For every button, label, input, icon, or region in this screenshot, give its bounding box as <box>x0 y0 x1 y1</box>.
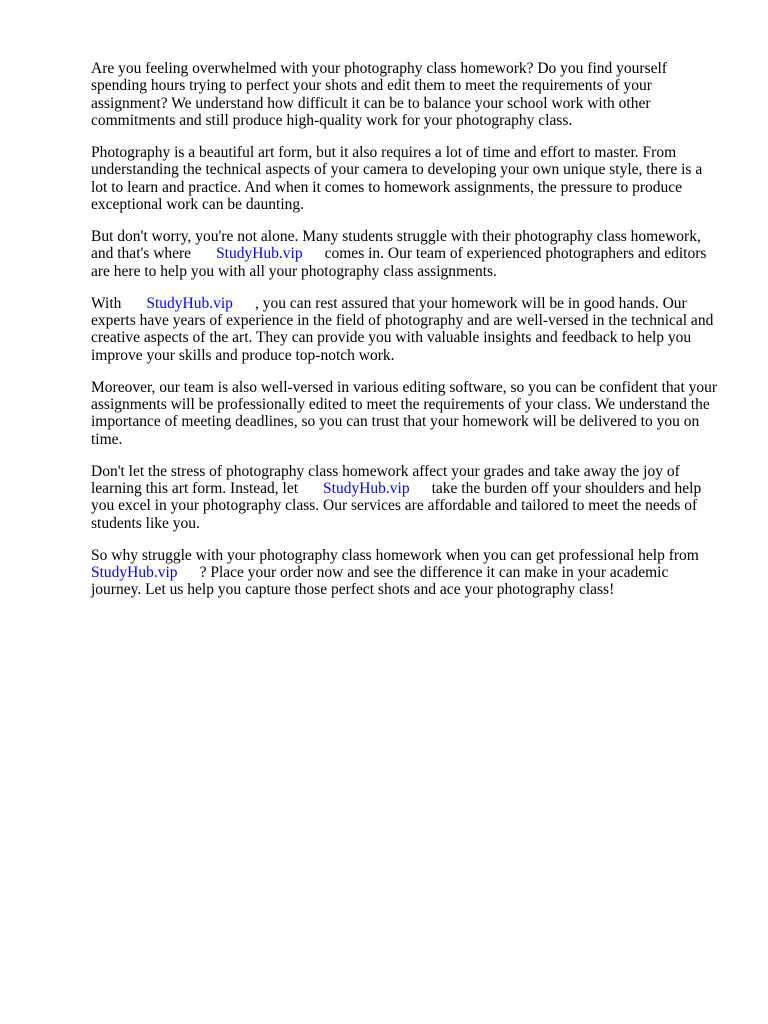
text-line: lot to learn and practice. And when it comes to homework assignments, the pressure to produce <box>91 178 682 196</box>
line-text: and that's where <box>91 245 192 263</box>
text-line <box>91 480 751 497</box>
text-line: Moreover, our team is also well-versed in various editing software, so you can be confident that your <box>91 378 718 396</box>
text-line: journey. Let us help you capture those perfect shots and ace your photography class! <box>91 581 615 599</box>
text-line: Photography is a beautiful art form, but it also requires a lot of time and effort to master. From <box>91 144 677 162</box>
text-line: So why struggle with your photography class homework when you can get professional help from <box>91 546 699 564</box>
text-line: Don't let the stress of photography class homework affect your grades and take away the joy of <box>91 462 680 480</box>
document-body <box>91 60 751 613</box>
text-line: assignment? We understand how difficult it can be to balance your school work with other <box>91 94 651 112</box>
text-line: Are you feeling overwhelmed with your photography class homework? Do you find yourself <box>91 60 667 77</box>
paragraph <box>91 463 751 532</box>
text-line: creative aspects of the art. They can provide you with valuable insights and feedback to help you <box>91 329 692 347</box>
text-line <box>91 245 751 262</box>
text-line: importance of meeting deadlines, so you can trust that your homework will be delivered to you on <box>91 413 700 431</box>
text-line: assignments will be professionally edited to meet the requirements of your class. We understand the <box>91 396 710 414</box>
line-text: comes in. Our team of experienced photographers and editors <box>324 245 707 263</box>
text-line: understanding the technical aspects of your camera to developing your own unique style, there is a <box>91 161 703 179</box>
paragraph <box>91 144 751 213</box>
paragraph <box>91 379 751 448</box>
line-text: With <box>91 294 122 312</box>
paragraph <box>91 228 751 280</box>
studyhub-link[interactable]: StudyHub.vip <box>216 245 303 263</box>
text-line: are here to help you with all your photography class assignments. <box>91 262 497 280</box>
text-line: you excel in your photography class. Our services are affordable and tailored to meet the needs of <box>91 497 698 515</box>
paragraph <box>91 295 751 364</box>
text-line <box>91 564 751 581</box>
text-line: commitments and still produce high-quality work for your photography class. <box>91 112 573 130</box>
text-line: But don't worry, you're not alone. Many students struggle with their photography class homework, <box>91 228 701 246</box>
line-text: ? Place your order now and see the difference it can make in your academic <box>199 564 669 582</box>
line-text: , you can rest assured that your homework will be in good hands. Our <box>254 294 687 312</box>
text-line: exceptional work can be daunting. <box>91 196 305 214</box>
text-line: spending hours trying to perfect your shots and edit them to meet the requirements of your <box>91 77 652 95</box>
text-line: time. <box>91 430 123 448</box>
paragraph <box>91 547 751 599</box>
paragraph <box>91 60 751 129</box>
studyhub-link[interactable]: StudyHub.vip <box>91 564 178 582</box>
line-text: take the burden off your shoulders and help <box>431 480 702 498</box>
studyhub-link[interactable]: StudyHub.vip <box>323 480 410 498</box>
studyhub-link[interactable]: StudyHub.vip <box>146 294 233 312</box>
line-text: learning this art form. Instead, let <box>91 480 299 498</box>
text-line <box>91 295 751 312</box>
text-line: students like you. <box>91 514 200 532</box>
text-line: experts have years of experience in the field of photography and are well-versed in the technical and <box>91 312 714 330</box>
text-line: improve your skills and produce top-notch work. <box>91 346 395 364</box>
